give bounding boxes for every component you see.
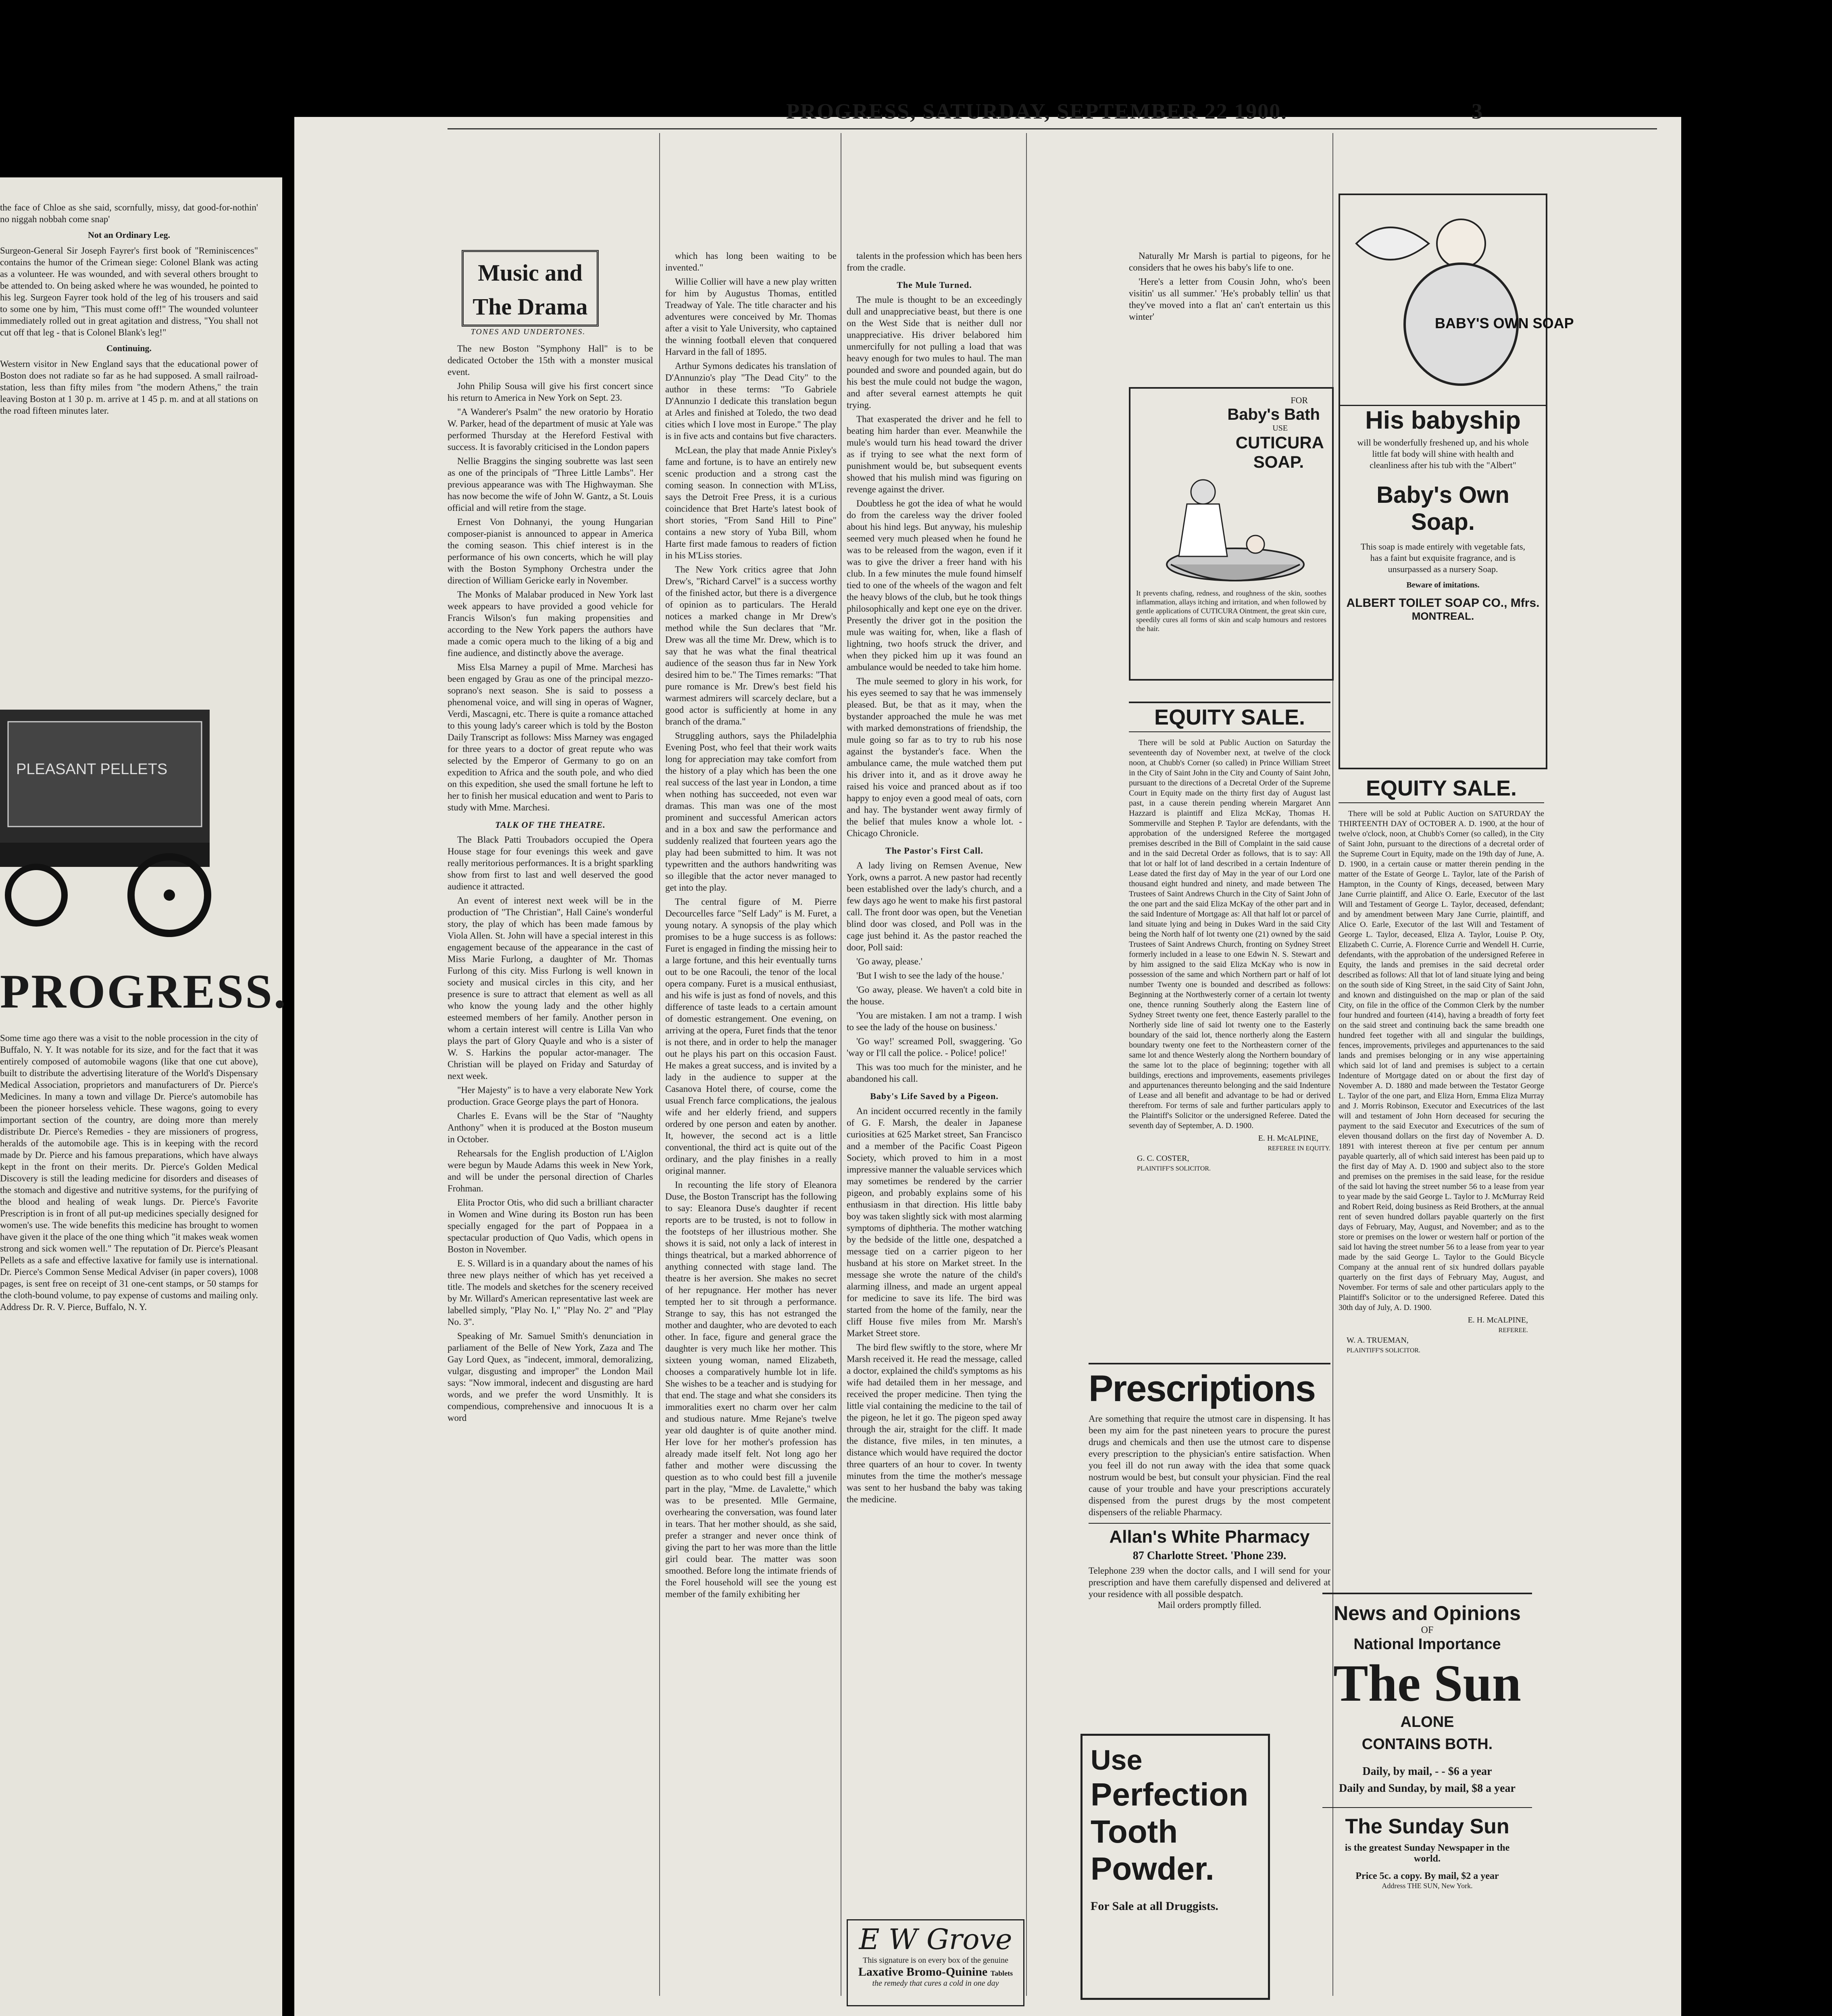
laxative-line1: This signature is on every box of the genuine <box>862 1956 1009 1965</box>
cuticura-for: FOR <box>1291 395 1308 405</box>
babys-own-soap-ad <box>1339 194 1574 769</box>
paragraph: "A Wanderer's Psalm" the new oratorio by Horatio W. Parker, head of the department of music at Yale was performed Thursday at the Hereford Festival with success. It is favorably criticised in the London papers <box>448 407 653 452</box>
pharmacy-mail: Mail orders promptly filled. <box>1157 1600 1262 1610</box>
paragraph: 'Here's a letter from Cousin John, who's been visitin' us all summer.' 'He's probably tellin' us that they've moved into a flat an' can't entertain us this winter' <box>1129 277 1330 322</box>
paragraph: Willie Collier will have a new play written for him by Augustus Thomas, entitled Treadway of Yale. The title character and his adventures were conceived by Mr. Thomas after a visit to Yale University, who captained the winning football eleven that conquered Harvard in the fall of 1895. <box>665 277 837 357</box>
music-drama-subtitle: TONES AND UNDERTONES. <box>470 327 586 336</box>
paragraph: An event of interest next week will be in the production of "The Christian", Hall Caine's wonderful story, the play of which has been made famous by Viola Allen. St. John will have a special interest in this engagement because of the appearance in the cast of Miss Marie Furlong, a daughter of Mr. Thomas Furlong of this city. Miss Furlong is well known in society and musical circles in this city, and her presence is sure to attract that element as well as all who know the young lady and the other highly esteemed members of her family. Another person in whom a certain interest will centre is Lilla Van who plays the part of Glory Quayle and who is a sister of W. S. Harkins the popular actor-manager. The Christian will be played on Friday and Saturday of next week. <box>448 896 653 1081</box>
sunday-sun: The Sunday Sun <box>1322 1807 1532 1839</box>
paragraph: Speaking of Mr. Samuel Smith's denunciation in parliament of the Belle of New York, Zaza and The Gay Lord Quex, as "indecent, immoral, demoralizing, vulgar, disgusting and improper" the London Mail says: "Now immoral, indecent and disgusting are hard words, and we prefer the word Unsmithly. It is compendious, comprehensive and innocuous It is a word <box>448 1331 653 1423</box>
paragraph: The Monks of Malabar produced in New York last week appears to have provided a good vehicle for Francis Wilson's fun making propensities and according to the New York papers the authors have made a comic opera much to the liking of a big and fine audience, and distinctly above the average. <box>448 589 653 658</box>
babys-own-title2: Soap. <box>1411 509 1475 535</box>
prescriptions-title: Prescriptions <box>1089 1368 1315 1409</box>
equity-title: EQUITY SALE. <box>1129 702 1330 732</box>
albert-city: MONTREAL. <box>1411 610 1474 622</box>
automobile-illustration <box>0 694 226 943</box>
pharmacy-name: Allan's White Pharmacy <box>1089 1523 1330 1547</box>
grove-signature: E W Grove <box>859 1923 1012 1956</box>
heading-theatre: TALK OF THE THEATRE. <box>495 820 606 830</box>
equity-referee-title: REFEREE. <box>1498 1327 1528 1334</box>
heading-mule: The Mule Turned. <box>897 280 972 290</box>
babys-own-beware: Beware of imitations. <box>1406 581 1480 589</box>
equity-solicitor-title: PLAINTIFF'S SOLICITOR. <box>1137 1165 1211 1172</box>
babys-own-body: This soap is made entirely with vegetable fats, has a faint but exquisite fragrance, and is unsurpassed as a nursery Soap. <box>1360 541 1526 574</box>
equity-sale-right <box>1339 774 1544 1468</box>
page-number: 3 <box>1472 99 1482 123</box>
music-drama-column <box>448 343 653 2016</box>
albert-company: ALBERT TOILET SOAP CO., Mfrs. <box>1346 596 1540 610</box>
tooth-brand1: Perfection <box>1091 1776 1249 1812</box>
tooth-brand2: Tooth <box>1091 1814 1178 1849</box>
equity-body: There will be sold at Public Auction on SATURDAY the THIRTEENTH DAY of OCTOBER A. D. 1900, at the hour of twelve o'clock, noon, at Chubb's Corner (so called), in the City of Saint John, pursuant to the directions of a decretal order of the Supreme Court in Equity, made on the 19th day of June, A. D. 1900, in a certain cause or matter therein pending in the matter of the Estate of George L. Taylor, late of the Parish of Hampton, in the County of Kings, deceased, between Mary Jane Currie plaintiff, and Alice O. Earle, Executor of the last Will and Testament of George L. Taylor, deceased, defendant; and by amendment between Mary Jane Currie, plaintiff, and Alice O. Earle, Executor of the last Will and Testament of George L. Taylor, deceased, Eliza A. Taylor, Louise P. Oty, Elizabeth C. Currie, A. Florence Currie and Wendell H. Currie, defendants, with the approbation of the undersigned Referee in Equity, the lands and premises in the said decretal order described as follows: All that lot of land situate lying and being on the south side of King Street, in the said City of Saint John, and known and distinguished on the map or plan of the said City, on file in the office of the Common Clerk by the number four hundred and fourteen (414), having a breadth of forty feet on the said street and continuing back the same breadth one hundred feet together with all and singular the buildings, fences, improvements, privileges and appurtenances to the said lands and premises belonging or in any wise appertaining which said lot of land and premises is subject to a certain Indenture of Mortgage dated on or about the first day of November A. D. 1880 and made between the Testator George L. Taylor of the one part, and Eliza Horn, Emma Eliza Murray and J. Morris Robinson, Executor and Executrices of the last will and testament of John Horn deceased for securing the payment to the said Executor and Executrices of the sum of eleven thousand dollars on the first day of November A. D. 1891 with interest thereon at five per centum per annum payable quarterly, all of which said interest has been paid up to the first day of May A. D. 1900 and subject also to the store and premises on the premises in the said lease, for the residue of the said lot having the street number 56 to a lease from year to year made by the said George L. Taylor to J. McMurray Reid and Robert Reid, doing business as Reid Brothers, at the annual rent of seven hundred dollars payable quarterly on the first days of February, May, August, and November; and as to the store or premises on the lower or western half or portion of the said lot having the street number 56 to a lease from year to year made by the said George L. Taylor to the Gould Bicycle Company at the annual rent of six hundred dollars payable quarterly on the first days of February May, August, and November. For terms of sale and other particulars apply to the Plaintiff's Solicitor or to the undersigned Referee. Dated this 30th day of July, A. D. 1900. <box>1339 809 1544 1312</box>
music-drama-masthead <box>462 250 599 327</box>
paragraph: John Philip Sousa will give his first concert since his return to America in New York on Sept. 23. <box>448 381 653 403</box>
cuticura-brand: CUTICURA <box>1235 433 1324 452</box>
sun-daily: Daily, by mail, - - $6 a year <box>1362 1765 1492 1778</box>
prescriptions-body: Are something that require the utmost care in dispensing. It has been my aim for the past nineteen years to procure the purest drugs and chemicals and then use the utmost care to dispense every prescription to the physician's entire satisfaction. When you feel ill do not run away with the idea that some quack nostrum would be best, but consult your physician. Find the real cause of your trouble and have your prescriptions accurately dispensed from the purest drugs by the most competent dispensers of the reliable Pharmacy. <box>1089 1414 1330 1517</box>
sun-line3: National Importance <box>1353 1636 1501 1653</box>
equity-body: There will be sold at Public Auction on Saturday the seventeenth day of November next, at twelve of the clock noon, at Chubb's Corner (so called) in Prince William Street in the City of Saint John in the City and County of Saint John, pursuant to the directions of a Decretal Order of the Supreme Court in Equity made on the thirty first day of August last past, in a cause therein pending wherein Margaret Ann Hazzard is plaintiff and Eliza McKay, Thomas H. Sommerville and Stephen P. Taylor are defendants, with the approbation of the undersigned Referee the mortgaged premises described in the Bill of Complaint in the said cause and in the said Decretal Order as follows, that is to say: All that lot or half lot of land described in a certain Indenture of Lease dated the first day of May in the year of our Lord one thousand eight hundred and ninety, and made between The Trustees of Saint Andrews Church in the City of Saint John of the one part and the said Eliza McKay of the other part and in the said Indenture of Mortgage as: All that half lot or parcel of land situate lying and being in Dukes Ward in the said City being the North half of lot twenty one (21) owned by the said Trustees of Saint Andrews Church, fronting on Sydney Street formerly included in a lease to one Edwin N. S. Stewart and by him assigned to the said Eliza McKay who is now in possession of the same and which Northern part or half of lot number Twenty one is bounded and described as follows: Beginning at the Northwesterly corner of a certain lot twenty one, thence running Southerly along the Eastern line of Sydney Street twenty one feet, thence Easterly parallel to the Northerly side line of said lot twenty one to the Easterly boundary of the said lot, thence northerly along the Eastern boundary twenty one feet to the Northeastern corner of the same lot and thence Westerly along the Northern boundary of the same lot to the place of beginning; together with all buildings, erections and improvements, easements privileges and appurtenances thereunto belonging and the said Indenture of Lease and all benefit and advantage to be had or derived therefrom. For terms of sale and further particulars apply to the Plaintiff's Solicitor or the undersigned Referee. Dated the seventh day of September, A. D. 1900. <box>1129 738 1330 1130</box>
boston-story: Western visitor in New England says that the educational power of Boston does not radiate so far as he had supposed. A small railroad-station, less than fifty miles from "the modern Athens," the train leaving Boston at 1 30 p. m. arrive at 1 45 p. m. and at all stations on the road fifteen minutes later. <box>0 359 258 416</box>
sun-name: The Sun <box>1333 1654 1522 1712</box>
equity-solicitor: W. A. TRUEMAN, <box>1347 1336 1409 1345</box>
sun-line2: OF <box>1421 1625 1434 1635</box>
paragraph: Rehearsals for the English production of L'Aiglon were begun by Maude Adams this week in New York, and will be under the personal direction of Charles Frohman. <box>448 1148 653 1193</box>
pharmacy-address: 87 Charlotte Street. 'Phone 239. <box>1133 1549 1287 1562</box>
column-four <box>847 250 1022 1907</box>
paragraph: talents in the profession which has been hers from the cradle. <box>847 251 1022 273</box>
header-rule <box>448 128 1657 129</box>
paragraph: Charles E. Evans will be the Star of "Naughty Anthony" when it is produced at the Boston museum in October. <box>448 1111 653 1144</box>
tooth-use: Use <box>1091 1744 1143 1776</box>
sun-contains: CONTAINS BOTH. <box>1362 1736 1493 1753</box>
paragraph: In recounting the life story of Eleanora Duse, the Boston Transcript has the following to say: Eleanora Duse's daughter if recent reports are to be trusted, is not to follow in the footsteps of her illustrious mother. She shows it is said, not only a lack of interest in things theatrical, but a marked abhorrence of anything connected with stage land. The theatre is her aversion. She makes no secret of her repugnance. Her mother has never tempted her to sit through a performance. Strange to say, this has not estranged the mother and daughter, who are devoted to each other. In face, figure and general grace the daughter is very much like her mother. This sixteen young woman, named Elizabeth, chooses a comparatively humble lot in life. She wishes to be a teacher and is studying for that end. The stage and what she considers its immoralities exert no charm over her calm and studious nature. Mme Rejane's twelve year old daughter is of quite another mind. Her love for her mother's profession has already made itself felt. Not long ago her father and mother were discussing the question as to who could best fill a juvenile part in the play, "Mme. de Lavalette," which was to be presented. Mlle Germaine, overhearing the conversation, was found later in tears. That her mother should, as she said, prefer a stranger and never once think of giving the part to her was more than the little girl could bear. The matter was soon smoothed. Before long the intimate friends of the Forel household will see the young est member of the family exhibiting her <box>665 1180 837 1599</box>
paragraph: The New York critics agree that John Drew's, "Richard Carvel" is a success worthy of the finished actor, but there is a divergence of opinion as to particulars. The Herald notices a marked change in Mr Drew's method while the Sun declares that "Mr. Drew was all the time Mr. Drew, which is to say that he was what the final theatrical audience of the season thus far in New York desired him to be." The Times remarks: "That pure romance is Mr. Drew's best field his warmest admirers will scarcely declare, but a good actor is sufficiently at home in any branch of the drama." <box>665 564 837 727</box>
paragraph: Struggling authors, says the Philadelphia Evening Post, who feel that their work waits long for appreciation may take comfort from the history of a play which has been the one real success of the last year in London, a time when nothing has succeeded, not even war dramas. This man was one of the most prominent and successful American actors and in a box and saw the performance and suddenly realized that fourteen years ago the play had been submitted to him. It was not typewritten and the authors handwriting was so illegible that the actor never managed to get into the play. <box>665 731 837 893</box>
babyship-text: will be wonderfully freshened up, and his whole little fat body will shine with health and cleanliness after his tub with the "Albert" <box>1357 437 1529 470</box>
paragraph: McLean, the play that made Annie Pixley's fame and fortune, is to have an entirely new scenic production and a strong cast the coming season. In connection with M'Liss, says the Detroit Free Press, it is a curious coincidence that Bret Harte's latest book of short stories, "From Sand Hill to Pine" contains a new story of Yuba Bill, whom Harte first made famous to readers of fiction in his M'Liss stories. <box>665 445 837 560</box>
paragraph: The bird flew swiftly to the store, where Mr Marsh received it. He read the message, called a doctor, explained the child's symptoms as his wife had detailed them in her message, and received the proper medicine. Then tying the little vial containing the medicine to the tail of the pigeon, he let it go. The pigeon sped away through the air, straight for the cliff. It made the distance, five miles, in ten minutes, a distance which would have required the doctor three quarters of an hour to cover. In twenty minutes from the time the mother's message was sent to her husband the baby was taking the medicine. <box>847 1342 1022 1504</box>
paragraph: The mule is thought to be an exceedingly dull and unappreciative beast, but there is one on the West Side that is neither dull nor unappreciative. His driver belabored him unmercifully for not pulling a load that was heavy enough for two mules to haul. The man pounded and swore and pounded again, but do his best the mule could not budge the wagon, and after several earnest attempts he quit trying. <box>847 295 1022 410</box>
masthead-line1: Music and <box>478 260 583 286</box>
paragraph: An incident occurred recently in the family of G. F. Marsh, the dealer in Japanese curiosities at 625 Market street, San Francisco and a member of the Pacific Coast Pigeon Society, which proved to him in a most impressive manner the valuable services which may sometimes be rendered by the carrier pigeon, and probably explains some of his enthusiasm in that direction. His little baby boy was taken slightly sick with most alarming symptoms of diphtheria. The mother watching by the bedside of the little one, despatched a message tied on a carrier pigeon to her husband at his store on Market street. In the message she wrote the nature of the child's alarming illness, and made an urgent appeal for medicine to save its life. The bird was started from the home of the family, near the cliff House five miles from Mr. Marsh's Market Street store. <box>847 1106 1022 1338</box>
laxative-line2: the remedy that cures a cold in one day <box>872 1979 999 1988</box>
the-sun-ad <box>1322 1593 1532 2016</box>
equity-referee: E. H. McALPINE, <box>1258 1134 1318 1143</box>
leg-story: Surgeon-General Sir Joseph Fayrer's first book of "Reminiscences" contains the humor of the Crimean siege: Colonel Blank was acting as a volunteer. He was wounded, and with several others brought to be attended to. On being asked where he was wounded, he pointed to his leg. Surgeon Fayrer took hold of the leg of his trousers and said to some one by him, "This must come off!" The wounded volunteer immediately rolled out in great agitation and distress, "You shall not cut off that leg - that is Colonel Blank's leg!" <box>0 246 258 337</box>
paragraph: Miss Elsa Marney a pupil of Mme. Marchesi has been engaged by Grau as one of the principal mezzo-soprano's next season. She is said to possess a phenomenal voice, and will sing in operas of Wagner, Verdi, Mascagni, etc. There is quite a romance attached to this young lady's career which is told by the Boston Daily Transcript as follows: Miss Marney was engaged for three years to a doctor of great repute who was selected by the Emperor of Germany to go on an expedition to Africa and the south pole, and who died on this expedition, she used the small fortune he left to her to finish her musical education and went to Paris to study with Mme. Marchesi. <box>448 662 653 812</box>
prescriptions-block <box>1089 1363 1330 1707</box>
sun-alone: ALONE <box>1400 1714 1454 1731</box>
column-rule <box>659 133 660 1996</box>
laxative-brand-row <box>848 1965 1023 1979</box>
heading-pastor: The Pastor's First Call. <box>885 846 983 856</box>
column-rule <box>1026 133 1027 1996</box>
babys-own-badge: BABY'S OWN SOAP <box>1435 315 1574 331</box>
sunday-text: is the greatest Sunday Newspaper in the world. <box>1345 1843 1510 1864</box>
paragraph: 'Go away, please. We haven't a cold bite in the house. <box>847 985 1022 1006</box>
laxative-bromo-quinine-ad <box>847 1919 1024 2006</box>
paragraph: The mule seemed to glory in his work, for his eyes seemed to say that he was immensely pleased. But, be that as it may, when the bystander approached the mule he was met with marked demonstrations of friendship, the mule going so far as to try to rub his nose against the bystander's face. When the ambulance came, the mule watched them put his driver into it, and as it drove away he raised his voice and pranced about as if too happy to enjoy even a good meal of oats, corn and hay. The bystander went away firmly of the belief that mules know a whole lot. - Chicago Chronicle. <box>847 676 1022 838</box>
equity-solicitor-title: PLAINTIFF'S SOLICITOR. <box>1347 1347 1421 1354</box>
paragraph: The central figure of M. Pierre Decourcelles farce "Self Lady" is M. Furet, a young notary. A synopsis of the play which promises to be a huge success is as follows: Furet is engaged in finding the missing heir to a large fortune, and this heir eventually turns out to be one Racouli, the tenor of the local opera company. Furet is a musical enthusiast, and his wife is just as fond of novels, and this difference of taste leads to a certain amount of domestic estrangement. One evening, on arriving at the opera, Furet finds that the tenor is not there, and in order to help the manager out he plays his part on this occasion Faust. He makes a great success, and is invited by a lady in the audience to supper at the Casanova Hotel there, of course, come the usual French farce complications, the jealous wife and her elderly friend, and suppers ordered by one person and eaten by another. It, however, the second act is a little conventional, the third act is quite out of the ordinary, and the play finishes in a really original manner. <box>665 897 837 1176</box>
pharmacy-body: Telephone 239 when the doctor calls, and I will send for your prescription and have them carefully dispensed and delivered at your residence with all possible despatch. <box>1089 1566 1330 1599</box>
paragraph: 'Go away, please.' <box>856 956 922 966</box>
sun-daily-sunday: Daily and Sunday, by mail, $8 a year <box>1339 1782 1516 1795</box>
paragraph: Elita Proctor Otis, who did such a brilliant character in Women and Wine during its Boston run has been specially engaged for the part of Poppaea in a spectacular production of Quo Vadis, which opens in Boston in November. <box>448 1198 653 1254</box>
left-intro: the face of Chloe as she said, scornfully, missy, dat good-for-nothin' no niggah nobbah come snap' <box>0 202 258 224</box>
sunday-address: Address THE SUN, New York. <box>1382 1882 1473 1890</box>
laxative-brand: Laxative Bromo-Quinine <box>858 1965 988 1979</box>
pierce-text: Some time ago there was a visit to the noble procession in the city of Buffalo, N. Y. It was notable for its size, and for the fact that it was entirely composed of automobile wagons (like that one cut above), built to distribute the advertising literature of the World's Dispensary Medical Association, proprietors and manufacturers of Dr. Pierce's Medicines. In many a town and village Dr. Pierce's automobile has been the pioneer horseless vehicle. These wagons, going to every important section of the country, are doing more than merely distribute Dr. Pierce's Remedies - they are missioners of progress, heralds of the automobile age. This is in keeping with the record made by Dr. Pierce and his famous preparations, which have always kept in the front on their merits. Dr. Pierce's Golden Medical Discovery is still the leading medicine for disorders and diseases of the stomach and digestive and nutritive systems, for the purifying of the blood and healing of weak lungs. Dr. Pierce's Favorite Prescription is in front of all put-up medicines specially designed for women's use. The wide benefits this medicine has brought to women have given it the place of the one thing which "it makes weak women strong and sick women well." The reputation of Dr. Pierce's Pleasant Pellets as a safe and effective laxative for family use is international. Dr. Pierce's Common Sense Medical Adviser (in paper covers), 1008 pages, is sent free on receipt of 31 one-cent stamps, or 50 stamps for the cloth-bound volume, to pay expense of customs and mailing only. Address Dr. R. V. Pierce, Buffalo, N. Y. <box>0 1033 258 1312</box>
cuticura-soap: SOAP. <box>1253 452 1304 471</box>
tooth-brand3: Powder. <box>1091 1851 1214 1887</box>
paragraph: A lady living on Remsen Avenue, New York, owns a parrot. A new pastor had recently been established over the lady's church, and a few days ago he went to make his first pastoral call. The front door was open, but the Venetian blind door was closed, and Poll was in the cage just behind it. As the pastor reached the door, Poll said: <box>847 860 1022 952</box>
column-five-top <box>1129 250 1330 363</box>
svg-text:PLEASANT PELLETS: PLEASANT PELLETS <box>16 761 168 778</box>
paragraph: 'But I wish to see the lady of the house.' <box>856 971 1004 981</box>
heading-continuing: Continuing. <box>106 343 152 353</box>
paragraph: 'You are mistaken. I am not a tramp. I wish to see the lady of the house on business.' <box>847 1010 1022 1032</box>
laxative-tablets: Tablets <box>990 1969 1013 1977</box>
equity-solicitor: G. C. COSTER, <box>1137 1154 1189 1163</box>
paragraph: 'Go way!' screamed Poll, swaggering. 'Go 'way or I'll call the police. - Police! police!' <box>847 1036 1022 1058</box>
left-column <box>0 202 258 419</box>
cuticura-ad <box>1129 387 1334 681</box>
babys-own-title1: Baby's Own <box>1376 482 1509 508</box>
column-three <box>665 250 837 2016</box>
paragraph: This was too much for the minister, and he abandoned his call. <box>847 1062 1022 1084</box>
mother-bathing-baby-illustration <box>1135 468 1328 589</box>
sunday-price: Price 5c. a copy. By mail, $2 a year <box>1355 1871 1499 1881</box>
paragraph: E. S. Willard is in a quandary about the names of his three new plays neither of which has yet received a title. The models and sketches for the scenery received by Mr. Willard's American representative last week are labelled simply, "Play No. I," "Play No. 2" and "Play No. 3". <box>448 1258 653 1327</box>
cherub-soap-illustration <box>1340 195 1574 405</box>
masthead-line2: The Drama <box>473 294 588 320</box>
equity-sale-left <box>1129 702 1330 1347</box>
paragraph: which has long been waiting to be invented." <box>665 251 837 273</box>
equity-title: EQUITY SALE. <box>1339 774 1544 803</box>
sun-line1: News and Opinions <box>1334 1602 1521 1624</box>
paragraph: The Black Patti Troubadors occupied the Opera House stage for four evenings this week and gave really meritorious performances. It is a bright sparkling show from first to last and well deserved the good audience it attracted. <box>448 835 653 891</box>
paragraph: Nellie Braggins the singing soubrette was last seen as one of the principals of "Three Little Lambs". Her previous appearance was with The Highwayman. She has now become the wife of John W. Gantz, a St. Louis official and will retire from the stage. <box>448 456 653 513</box>
heading-pigeon: Baby's Life Saved by a Pigeon. <box>870 1091 999 1101</box>
paragraph: "Her Majesty" is to have a very elaborate New York production. Grace George plays the part of Honora. <box>448 1085 653 1107</box>
equity-referee: E. H. McALPINE, <box>1468 1316 1528 1325</box>
pierce-article <box>0 1032 258 2016</box>
paragraph: Naturally Mr Marsh is partial to pigeons, for he considers that he owes his baby's life to one. <box>1129 251 1330 273</box>
heading-leg: Not an Ordinary Leg. <box>87 230 171 240</box>
cuticura-use: USE <box>1272 424 1288 433</box>
equity-referee-title: REFEREE IN EQUITY. <box>1268 1145 1330 1152</box>
tooth-sale: For Sale at all Druggists. <box>1091 1899 1218 1913</box>
cuticura-heading: Baby's Bath <box>1227 406 1320 423</box>
tooth-powder-ad <box>1080 1734 1270 2000</box>
left-page-fragment <box>0 177 287 2016</box>
paragraph: Ernest Von Dohnanyi, the young Hungarian composer-pianist is announced to appear in America the coming season. This chief interest is in the performance of his own concerts, which he will play with the Boston Symphony Orchestra under the direction of William Gericke early in November. <box>448 517 653 585</box>
paragraph: That exasperated the driver and he fell to beating him harder than ever. Meanwhile the mule's would turn his head toward the driver as if trying to see what the next form of punishment would be, but subsequent events showed that his mulish mind was figuring on revenge against the driver. <box>847 414 1022 494</box>
paragraph: Doubtless he got the idea of what he would do from the careless way the driver fooled about his hind legs. But anyway, his muleship seemed very much pleased when he found he was to be released from the wagon, even if it was to give the driver a freer hand with his club. In a few minutes the mule found himself tied to one of the wheels of the wagon and felt the heavy blows of the club, but he took things philosophically and kept one eye on the driver. Presently the driver got in the position the mule was waiting for, when, like a flash of lightning, two hoofs struck the driver, and when they picked him up it was found an ambulance would be needed to take him home. <box>847 498 1022 672</box>
cuticura-body: It prevents chafing, redness, and roughness of the skin, soothes inflammation, allays itching and irritation, and when followed by gentle applications of CUTICURA Ointment, the great skin cure, speedily cures all forms of skin and scalp humours and restores the hair. <box>1136 589 1326 633</box>
paragraph: Arthur Symons dedicates his translation of D'Annunzio's play "The Dead City" to the author in these terms: "To Gabriele D'Annunzio I dedicate this translation begun at Arles and finished at Toledo, the two dead cities which I love most in Europe." The play is in five acts and contains but five characters. <box>665 361 837 441</box>
progress-logo: PROGRESS. <box>0 964 287 1018</box>
page-header-title: PROGRESS, SATURDAY, SEPTEMBER 22 1900. <box>786 99 1287 123</box>
paragraph: The new Boston "Symphony Hall" is to be dedicated October the 15th with a monster musical event. <box>448 344 653 377</box>
babyship-title: His babyship <box>1340 405 1546 435</box>
